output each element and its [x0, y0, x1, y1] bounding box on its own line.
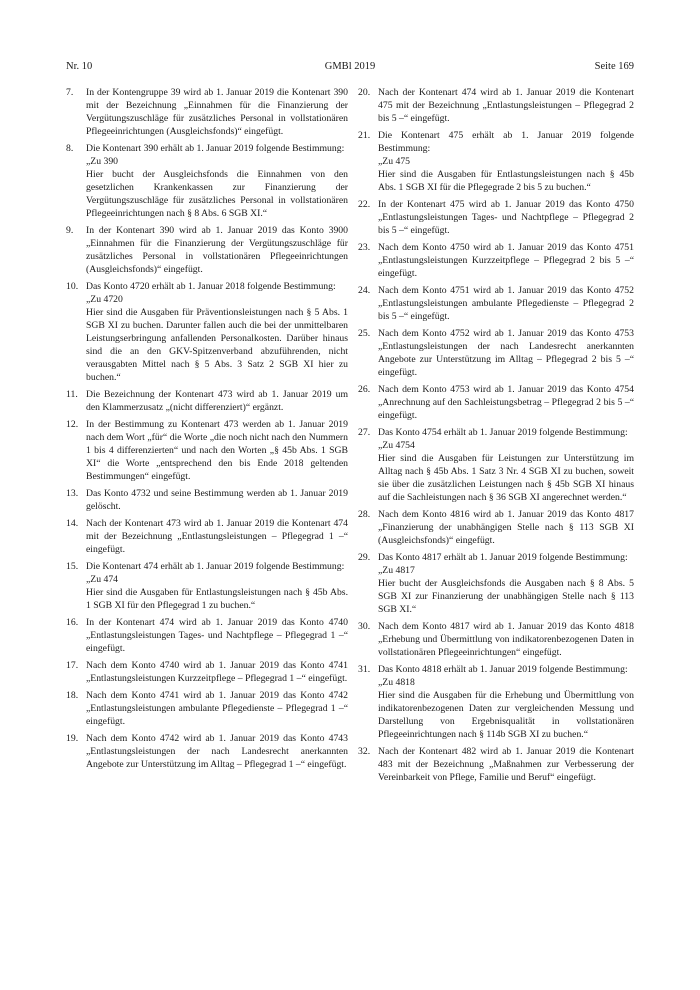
- list-item: [66, 560, 348, 612]
- item-paragraph: In der Kontenart 390 wird ab 1. Januar 2019 das Konto 3900 „Einnahmen für die Finanzierung der Vergütungszuschläge für zusätzliches Personal in vollstationären Pflegeeinrichtungen (Ausgleichsfonds)“ eingefügt.: [86, 225, 348, 275]
- item-body: [86, 616, 348, 655]
- list-item: [358, 284, 634, 323]
- list-item: [66, 487, 348, 513]
- list-item: [66, 659, 348, 685]
- left-column: [66, 86, 348, 771]
- item-number: 16.: [66, 617, 79, 628]
- item-body: [378, 198, 634, 237]
- item-paragraph: Hier sind die Ausgaben für Leistungen zur Unterstützung im Alltag nach § 45b Abs. 1 Satz 3 Nr. 4 SGB XI zu buchen, soweit sie über die zusätzlichen Leistungen nach § 45b SGB XI hinaus auf die Sachleistungen nach § 36 SGB XI angerechnet werden.“: [378, 453, 634, 503]
- list-item: [66, 86, 348, 138]
- item-paragraph: Das Konto 4720 erhält ab 1. Januar 2018 folgende Bestimmung:: [86, 281, 336, 292]
- item-paragraph: Nach dem Konto 4752 wird ab 1. Januar 2019 das Konto 4753 „Entlastungsleistungen der nach Landesrecht anerkannten Angebote zur Unterstützung im Alltag – Pflegegrad 2 bis 5 –“ eingefügt.: [378, 328, 634, 378]
- item-body: [378, 241, 634, 280]
- item-number: 24.: [358, 285, 371, 296]
- item-body: [378, 426, 634, 504]
- item-paragraph: Die Kontenart 475 erhält ab 1. Januar 2019 folgende Bestimmung:: [378, 130, 634, 154]
- item-paragraph: „Zu 4817: [378, 565, 415, 576]
- item-body: [86, 280, 348, 384]
- item-paragraph: Hier bucht der Ausgleichsfonds die Ausgaben nach § 8 Abs. 5 SGB XI zur Finanzierung der unabhängigen Stelle nach § 113 SGB XI.“: [378, 578, 634, 615]
- item-paragraph: In der Kontenart 474 wird ab 1. Januar 2019 das Konto 4740 „Entlastungsleistungen Tages- und Nachtpflege – Pflegegrad 1 –“ eingefügt.: [86, 617, 348, 654]
- list-item: [66, 224, 348, 276]
- item-paragraph: „Zu 475: [378, 156, 411, 167]
- item-paragraph: Nach dem Konto 4751 wird ab 1. Januar 2019 das Konto 4752 „Entlastungsleistungen ambulante Pflegedienste – Pflegegrad 2 bis 5 –“ eingefügt.: [378, 285, 634, 322]
- item-number: 32.: [358, 746, 371, 757]
- item-paragraph: Nach dem Konto 4816 wird ab 1. Januar 2019 das Konto 4817 „Finanzierung der unabhängigen Stelle nach § 113 SGB XI (Ausgleichsfonds)“ eingefügt.: [378, 509, 634, 546]
- list-item: [358, 508, 634, 547]
- list-item: [358, 86, 634, 125]
- item-number: 21.: [358, 130, 371, 141]
- item-body: [86, 659, 348, 685]
- item-body: [86, 142, 348, 220]
- item-body: [86, 487, 348, 513]
- page-header: [66, 60, 634, 74]
- item-number: 15.: [66, 561, 79, 572]
- item-body: [378, 663, 634, 741]
- item-body: [378, 327, 634, 379]
- item-number: 11.: [66, 389, 78, 400]
- item-paragraph: Die Kontenart 390 erhält ab 1. Januar 2019 folgende Bestimmung:: [86, 143, 345, 154]
- right-column: [358, 86, 634, 784]
- item-paragraph: Hier sind die Ausgaben für Entlastungsleistungen nach § 45b Abs. 1 SGB XI für den Pflegegrad 1 zu buchen.“: [86, 587, 348, 611]
- item-paragraph: „Zu 4754: [378, 440, 415, 451]
- item-body: [378, 745, 634, 784]
- list-item: [358, 426, 634, 504]
- item-paragraph: Hier sind die Ausgaben für Entlastungsleistungen nach § 45b Abs. 1 SGB XI für die Pflegegrade 2 bis 5 zu buchen.“: [378, 169, 634, 193]
- list-item: [66, 418, 348, 483]
- item-paragraph: Nach der Kontenart 473 wird ab 1. Januar 2019 die Kontenart 474 mit der Bezeichnung „Entlastungsleistungen – Pflegegrad 1 –“ eingefügt.: [86, 518, 348, 555]
- item-paragraph: Hier sind die Ausgaben für Präventionsleistungen nach § 5 Abs. 1 SGB XI zu buchen. Darunter fallen auch die bei der unmittelbaren Leistungserbringung anfallenden Personalkosten. Darüber hinaus sind die an den GKV-Spitzenverband abzuführenden, nicht verausgabten Mittel nach § 5 Abs. 3 Satz 2 SGB XI hier zu buchen.“: [86, 307, 348, 383]
- item-paragraph: Das Konto 4817 erhält ab 1. Januar 2019 folgende Bestimmung:: [378, 552, 628, 563]
- item-body: [378, 620, 634, 659]
- item-paragraph: „Zu 390: [86, 156, 119, 167]
- item-paragraph: Nach der Kontenart 474 wird ab 1. Januar 2019 die Kontenart 475 mit der Bezeichnung „Entlastungsleistungen – Pflegegrad 2 bis 5 –“ eingefügt.: [378, 87, 634, 124]
- item-number: 22.: [358, 199, 371, 210]
- item-body: [86, 560, 348, 612]
- item-body: [86, 732, 348, 771]
- item-body: [86, 224, 348, 276]
- item-number: 25.: [358, 328, 371, 339]
- item-paragraph: Nach dem Konto 4750 wird ab 1. Januar 2019 das Konto 4751 „Entlastungsleistungen Kurzzeitpflege – Pflegegrad 2 bis 5 –“ eingefügt.: [378, 242, 634, 279]
- item-number: 19.: [66, 733, 79, 744]
- item-number: 23.: [358, 242, 371, 253]
- item-body: [378, 551, 634, 616]
- item-body: [86, 418, 348, 483]
- item-number: 30.: [358, 621, 371, 632]
- item-paragraph: In der Bestimmung zu Kontenart 473 werden ab 1. Januar 2019 nach dem Wort „für“ die Worte „die noch nicht nach den Nummern 1 bis 4 differenzierten“ und nach den Worten „§ 45b Abs. 1 SGB XI“ die Worte „entsprechend den bis Ende 2018 geltenden Bestimmungen“ eingefügt.: [86, 419, 348, 482]
- item-number: 26.: [358, 384, 371, 395]
- item-paragraph: „Zu 474: [86, 574, 119, 585]
- item-number: 12.: [66, 419, 79, 430]
- item-number: 17.: [66, 660, 79, 671]
- item-number: 8.: [66, 143, 74, 154]
- list-item: [358, 129, 634, 194]
- issue-number: Nr. 10: [66, 61, 93, 72]
- item-paragraph: „Zu 4818: [378, 677, 415, 688]
- list-item: [66, 388, 348, 414]
- list-item: [66, 689, 348, 728]
- page-number: Seite 169: [594, 61, 634, 72]
- item-body: [378, 508, 634, 547]
- list-item: [66, 280, 348, 384]
- list-item: [358, 327, 634, 379]
- list-item: [358, 198, 634, 237]
- item-number: 10.: [66, 281, 79, 292]
- item-number: 28.: [358, 509, 371, 520]
- item-number: 31.: [358, 664, 371, 675]
- list-item: [66, 616, 348, 655]
- item-paragraph: Das Konto 4754 erhält ab 1. Januar 2019 folgende Bestimmung:: [378, 427, 628, 438]
- item-body: [86, 86, 348, 138]
- item-number: 7.: [66, 87, 74, 98]
- item-body: [86, 388, 348, 414]
- list-item: [358, 620, 634, 659]
- item-number: 14.: [66, 518, 79, 529]
- publication-title: GMBl 2019: [324, 61, 376, 72]
- list-item: [66, 732, 348, 771]
- list-item: [358, 745, 634, 784]
- item-paragraph: In der Kontengruppe 39 wird ab 1. Januar 2019 die Kontenart 390 mit der Bezeichnung „Einnahmen für die Finanzierung der Vergütungszuschläge für zusätzliches Personal in vollstationären Pflegeeinrichtungen (Ausgleichsfonds)“ eingefügt.: [86, 87, 348, 137]
- item-body: [378, 284, 634, 323]
- list-item: [358, 241, 634, 280]
- item-paragraph: Die Kontenart 474 erhält ab 1. Januar 2019 folgende Bestimmung:: [86, 561, 345, 572]
- list-item: [66, 517, 348, 556]
- item-paragraph: Nach dem Konto 4740 wird ab 1. Januar 2019 das Konto 4741 „Entlastungsleistungen Kurzzeitpflege – Pflegegrad 1 –“ eingefügt.: [86, 660, 348, 684]
- item-body: [378, 129, 634, 194]
- list-item: [358, 663, 634, 741]
- item-paragraph: Nach der Kontenart 482 wird ab 1. Januar 2019 die Kontenart 483 mit der Bezeichnung „Maßnahmen zur Verbesserung der Vereinbarkeit von Pflege, Familie und Beruf“ eingefügt.: [378, 746, 634, 783]
- item-paragraph: Nach dem Konto 4817 wird ab 1. Januar 2019 das Konto 4818 „Erhebung und Übermittlung von indikatorenbezogenen Daten in vollstationären Pflegeeinrichtungen“ eingefügt.: [378, 621, 634, 658]
- item-body: [86, 689, 348, 728]
- item-number: 27.: [358, 427, 371, 438]
- item-number: 13.: [66, 488, 79, 499]
- item-body: [378, 86, 634, 125]
- item-paragraph: Hier bucht der Ausgleichsfonds die Einnahmen von den gesetzlichen Krankenkassen zur Finanzierung der Vergütungszuschläge für zusätzliches Personal in vollstationären Pflegeeinrichtungen nach § 8 Abs. 6 SGB XI.“: [86, 169, 348, 219]
- item-paragraph: Das Konto 4732 und seine Bestimmung werden ab 1. Januar 2019 gelöscht.: [86, 488, 348, 512]
- item-body: [378, 383, 634, 422]
- item-paragraph: Das Konto 4818 erhält ab 1. Januar 2019 folgende Bestimmung:: [378, 664, 628, 675]
- item-paragraph: Nach dem Konto 4753 wird ab 1. Januar 2019 das Konto 4754 „Anrechnung auf den Sachleistungsbetrag – Pflegegrad 2 bis 5 –“ eingefügt.: [378, 384, 634, 421]
- item-number: 29.: [358, 552, 371, 563]
- list-item: [358, 383, 634, 422]
- item-paragraph: Nach dem Konto 4742 wird ab 1. Januar 2019 das Konto 4743 „Entlastungsleistungen der nach Landesrecht anerkannten Angebote zur Unterstützung im Alltag – Pflegegrad 1 –“ eingefügt.: [86, 733, 348, 770]
- item-number: 9.: [66, 225, 74, 236]
- list-item: [358, 551, 634, 616]
- item-number: 18.: [66, 690, 79, 701]
- item-body: [86, 517, 348, 556]
- list-item: [66, 142, 348, 220]
- item-paragraph: Hier sind die Ausgaben für die Erhebung und Übermittlung von indikatorenbezogenen Daten zur vergleichenden Messung und Darstellung von Ergebnisqualität in vollstationären Pflegeeinrichtungen nach § 114b SGB XI zu buchen.“: [378, 690, 634, 740]
- item-number: 20.: [358, 87, 371, 98]
- item-paragraph: „Zu 4720: [86, 294, 123, 305]
- item-paragraph: Nach dem Konto 4741 wird ab 1. Januar 2019 das Konto 4742 „Entlastungsleistungen ambulante Pflegedienste – Pflegegrad 1 –“ eingefügt.: [86, 690, 348, 727]
- item-paragraph: Die Bezeichnung der Kontenart 473 wird ab 1. Januar 2019 um den Klammerzusatz „(nicht differenziert)“ ergänzt.: [86, 389, 348, 413]
- item-paragraph: In der Kontenart 475 wird ab 1. Januar 2019 das Konto 4750 „Entlastungsleistungen Tages- und Nachtpflege – Pflegegrad 2 bis 5 –“ eingefügt.: [378, 199, 634, 236]
